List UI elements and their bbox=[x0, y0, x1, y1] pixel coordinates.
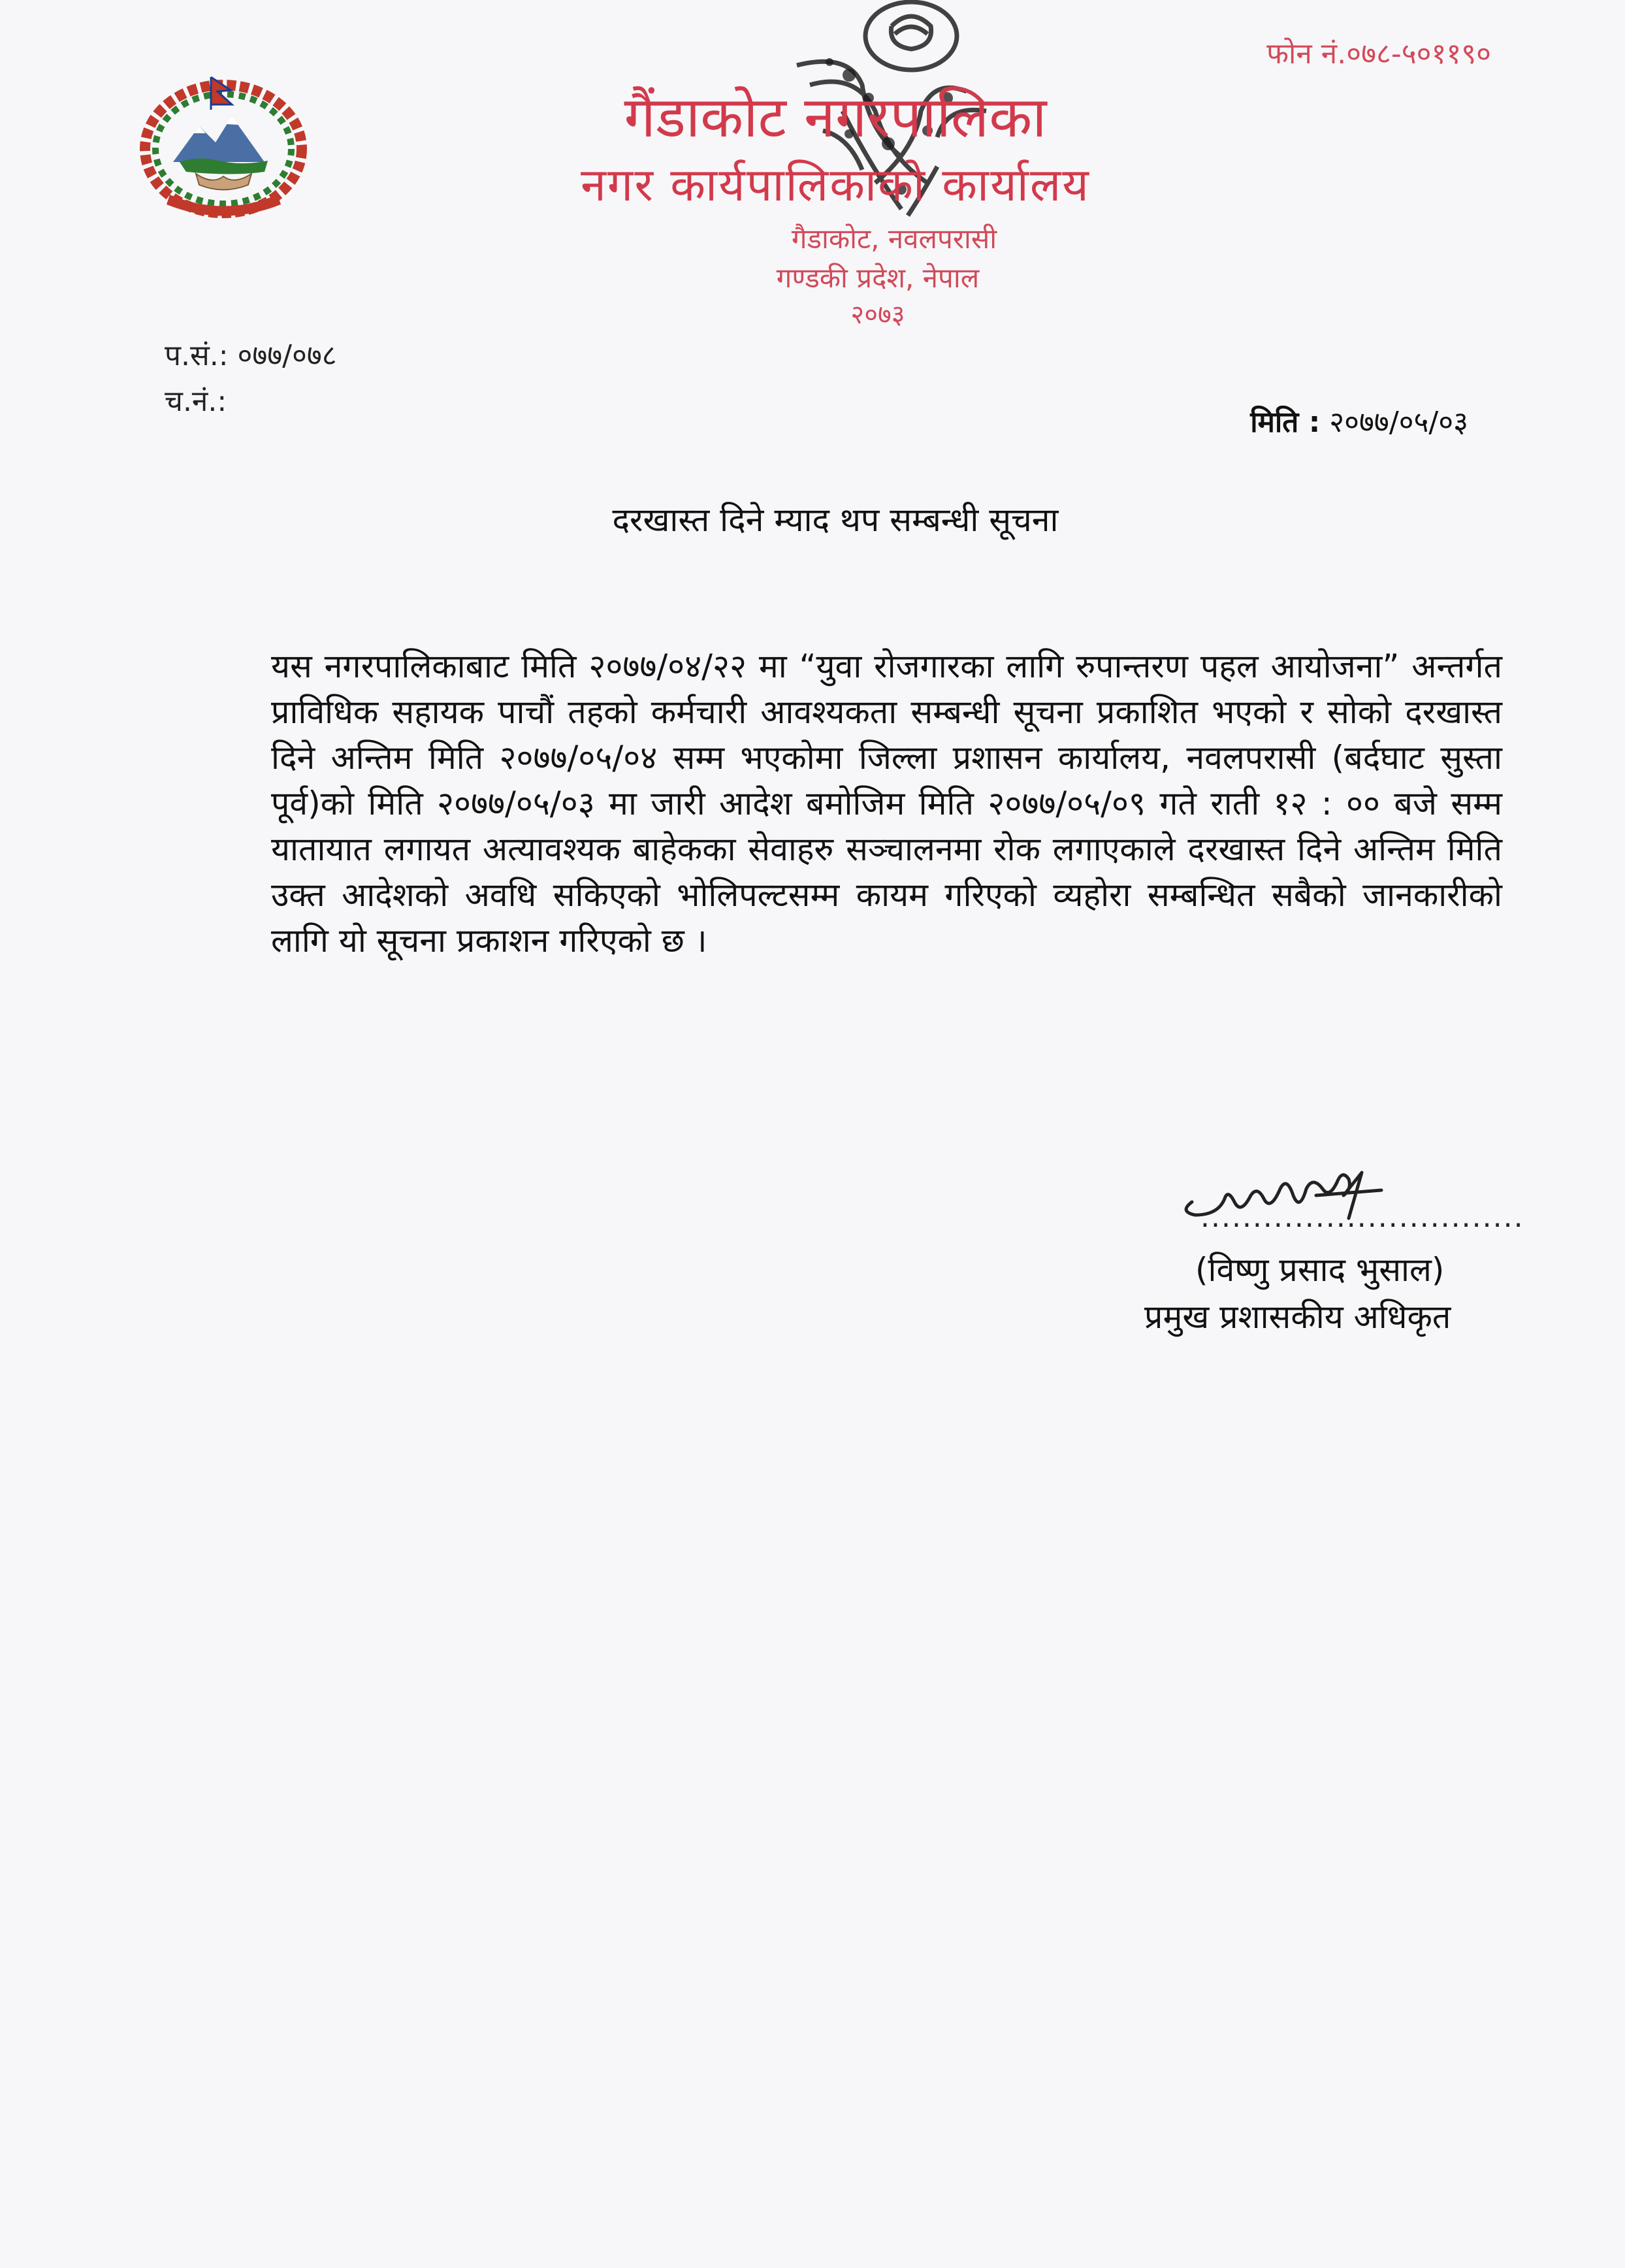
reference-number: प.सं.: ०७७/०७८ bbox=[165, 339, 337, 372]
signatory-title: प्रमुख प्रशासकीय अधिकृत bbox=[1144, 1298, 1451, 1336]
signatory-name: (विष्णु प्रसाद भुसाल) bbox=[1195, 1251, 1445, 1289]
date-line bbox=[1250, 401, 1468, 440]
signature-line: ............................... bbox=[1200, 1201, 1524, 1234]
address-line-2: गण्डकी प्रदेश, नेपाल bbox=[776, 262, 980, 294]
date-label: मिति : bbox=[1250, 406, 1321, 439]
office-name: नगर कार्यपालिकाको कार्यालय bbox=[581, 158, 1090, 212]
address-line-1: गैडाकोट, नवलपरासी bbox=[791, 223, 997, 255]
date-value: २०७७/०५/०३ bbox=[1329, 406, 1468, 439]
phone-number: फोन नं.०७८-५०११९० bbox=[1266, 37, 1491, 71]
notice-subject: दरखास्त दिने म्याद थप सम्बन्धी सूचना bbox=[612, 501, 1059, 539]
established-year: २०७३ bbox=[850, 300, 905, 330]
organization-name: गैंडाकोट नगरपालिका bbox=[624, 85, 1047, 150]
notice-body: यस नगरपालिकाबाट मिति २०७७/०४/२२ मा “युवा रोजगारका लागि रुपान्तरण पहल आयोजना” अन्तर्गत प्राविधिक सहायक पाचौं तहको कर्मचारी आवश्यकता सम्बन्धी सूचना प्रकाशित भएको र सोको दरखास्त दिने अन्तिम मिति २०७७/०५/०४ सम्म भएकोमा जिल्ला प्रशासन कार्यालय, नवलपरासी (बर्दघाट सुस्ता पूर्व)को मिति २०७७/०५/०३ मा जारी आदेश बमोजिम मिति २०७७/०५/०९ गते राती १२ : ०० बजे सम्म यातायात लगायत अत्यावश्यक बाहेकका सेवाहरु सञ्चालनमा रोक लगाएकाले दरखास्त दिने अन्तिम मिति उक्त आदेशको अवधि सकिएको भोलिपल्टसम्म कायम गरिएको व्यहोरा सम्बन्धित सबैको जानकारीको लागि यो सूचना प्रकाशन गरिएको छ । bbox=[271, 647, 1502, 960]
dispatch-number: च.नं.: bbox=[165, 385, 227, 418]
